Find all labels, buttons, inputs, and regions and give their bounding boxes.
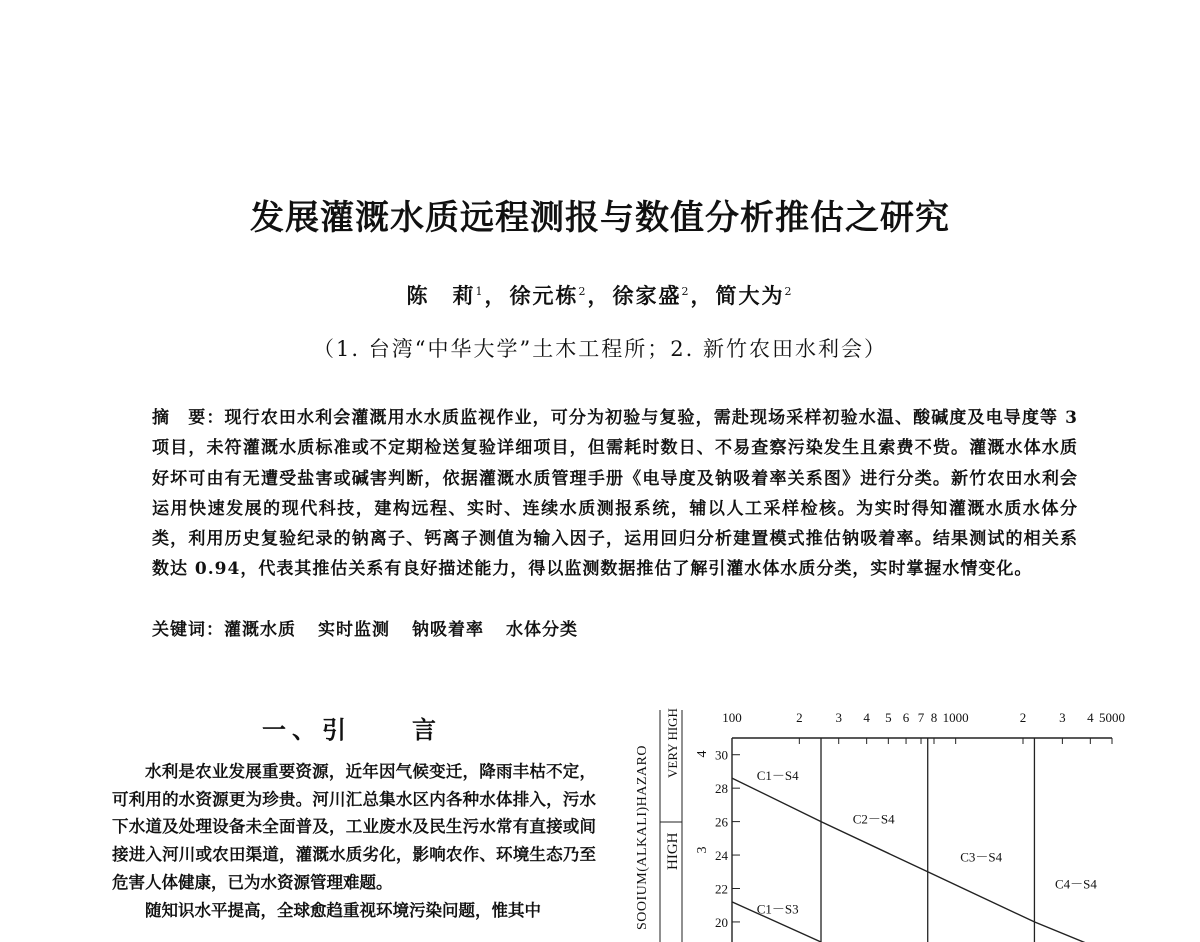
region-label: C3－S4 <box>960 849 1003 865</box>
region-label: C1－S3 <box>756 901 799 917</box>
author-separator: ， <box>587 283 611 308</box>
y-tick-label: 20 <box>715 914 728 930</box>
hazard-band-label: HIGH <box>665 832 681 870</box>
x-tick-label: 6 <box>902 710 910 725</box>
keyword: 钠吸着率 <box>412 620 484 640</box>
x-tick-label: 3 <box>835 710 842 725</box>
x-tick-label: 3 <box>1059 710 1066 725</box>
y-tick-label: 28 <box>715 781 728 797</box>
x-tick-label: 2 <box>796 710 803 725</box>
region-label: C2－S4 <box>852 811 895 827</box>
body-paragraph: 随知识水平提高，全球愈趋重视环境污染问题，惟其中 <box>145 900 541 920</box>
keyword: 实时监测 <box>318 620 390 640</box>
x-tick-label: 8 <box>930 710 938 725</box>
author-line <box>0 280 1200 310</box>
affiliation-mark: 2 <box>681 285 691 298</box>
sar-class-line <box>732 778 1112 942</box>
y-tick-label: 24 <box>715 848 728 864</box>
keywords <box>152 615 1078 640</box>
paper-title: 发展灌溉水质远程测报与数值分析推估之研究 <box>250 198 950 238</box>
affiliation-mark: 2 <box>578 285 588 298</box>
body-paragraph: 水利是农业发展重要资源，近年因气候变迁，降雨丰枯不定，可利用的水资源更为珍贵。河川汇总集水区内各种水体排入，污水下水道及处理设备未全面普及，工业废水及民生污水常有直接或间接进入河川或农田渠道，灌溉水质劣化，影响农作、环境生态乃至危害人体健康，已为水资源管理难题。 <box>112 762 596 892</box>
keyword: 灌溉水质 <box>224 620 296 640</box>
x-tick-label: 5000 <box>1099 710 1125 725</box>
y-tick-label: 22 <box>715 881 728 897</box>
affiliation-mark: 2 <box>784 285 794 298</box>
body-column <box>112 758 596 924</box>
hazard-band-number: 4 <box>695 750 710 758</box>
abstract-text: 现行农田水利会灌溉用水水质监视作业，可分为初验与复验，需赴现场采样初验水温、酸碱度及电导度等 3 项目，未符灌溉水质标准或不定期检送复验详细项目，但需耗时数日、不易查察污染发生且索费不赀。灌溉水体水质好坏可由有无遭受盐害或碱害判断，依据灌溉水质管理手册《电导度及钠吸着率关系图》进行分类。新竹农田水利会运用快速发展的现代科技，建构远程、实时、连续水质测报系统，辅以人工采样检核。为实时得知灌溉水质水体分类，利用历史复验纪录的钠离子、钙离子测值为输入因子，运用回归分析建置模式推估钠吸着率。结果测试的相关系数达 0.94，代表其推估关系有良好描述能力，得以监测数据推估了解引灌水体水质分类，实时掌握水情变化。 <box>152 408 1079 580</box>
region-label: C1－S4 <box>756 767 799 783</box>
author-separator: ， <box>484 283 508 308</box>
keyword: 水体分类 <box>506 620 578 640</box>
abstract-label: 摘 要： <box>152 408 225 428</box>
x-tick-label: 7 <box>917 710 925 725</box>
y-tick-label: 30 <box>715 747 728 763</box>
x-tick-label: 4 <box>863 710 870 725</box>
chart-svg <box>620 700 1140 942</box>
hazard-band-label: VERY HIGH <box>665 708 680 778</box>
x-tick-label: 4 <box>1087 710 1094 725</box>
x-tick-label: 5 <box>885 710 892 725</box>
author-name: 徐家盛 <box>612 283 682 308</box>
affiliation: （1. 台湾“中华大学”土木工程所；2. 新竹农田水利会） <box>313 337 887 361</box>
keywords-label: 关键词： <box>152 620 224 640</box>
hazard-band-number: 3 <box>695 846 710 854</box>
x-tick-label: 1000 <box>942 710 969 725</box>
abstract <box>152 403 1078 585</box>
author-name: 徐元栋 <box>509 283 579 308</box>
x-tick-label: 2 <box>1019 710 1027 725</box>
affiliation-mark: 1 <box>475 285 485 298</box>
region-label: C4－S4 <box>1055 876 1097 892</box>
y-axis-label: SOOIUM(ALKALI)HAZARO <box>635 745 650 930</box>
x-tick-label: 100 <box>722 710 742 725</box>
y-tick-label: 26 <box>715 814 728 830</box>
section-heading: 一、引 言 <box>262 716 442 744</box>
author-name: 简大为 <box>715 283 785 308</box>
author-name: 陈 莉 <box>406 283 476 308</box>
conductivity-sar-chart <box>620 700 1140 942</box>
author-separator: ， <box>690 283 714 308</box>
